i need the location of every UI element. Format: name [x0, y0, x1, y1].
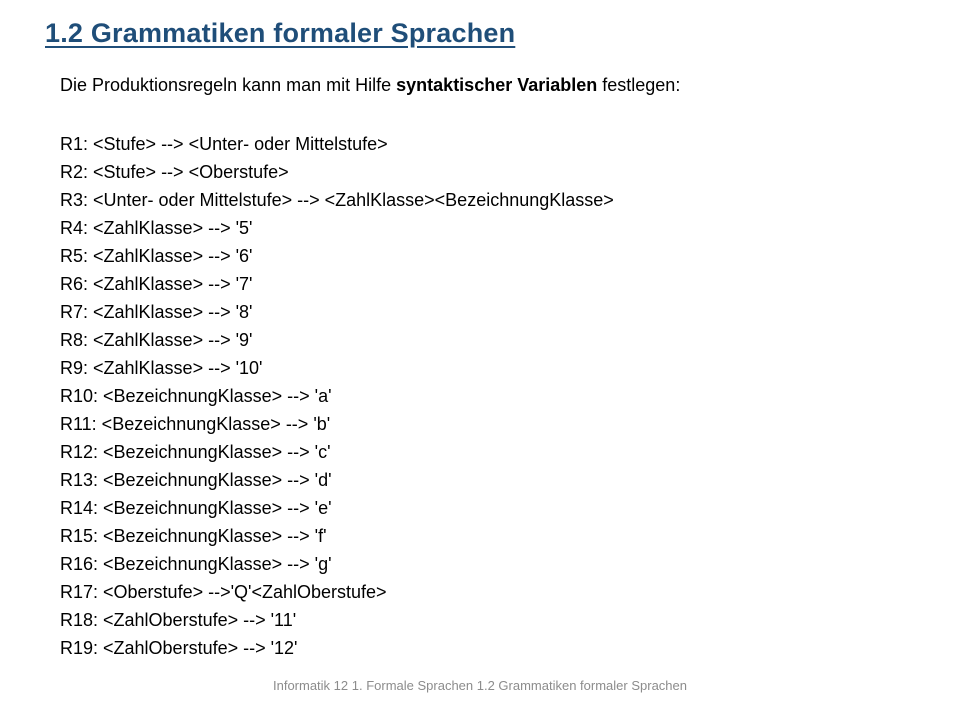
- production-rule-r3: R3: <Unter- oder Mittelstufe> --> <ZahlKlasse><BezeichnungKlasse>: [60, 190, 614, 210]
- production-rule-r10: R10: <BezeichnungKlasse> --> 'a': [60, 386, 332, 406]
- production-rule-r7: R7: <ZahlKlasse> --> '8': [60, 302, 253, 322]
- intro-text-after: festlegen:: [597, 75, 681, 95]
- production-rule-r19: R19: <ZahlOberstufe> --> '12': [60, 638, 298, 658]
- production-rule-r15: R15: <BezeichnungKlasse> --> 'f': [60, 526, 327, 546]
- production-rule-r9: R9: <ZahlKlasse> --> '10': [60, 358, 263, 378]
- production-rules-list: [60, 130, 614, 662]
- production-rule-r17: R17: <Oberstufe> -->'Q'<ZahlOberstufe>: [60, 582, 387, 602]
- slide-title: 1.2 Grammatiken formaler Sprachen: [45, 18, 516, 48]
- production-rule-r2: R2: <Stufe> --> <Oberstufe>: [60, 162, 289, 182]
- production-rule-r6: R6: <ZahlKlasse> --> '7': [60, 274, 253, 294]
- production-rule-r8: R8: <ZahlKlasse> --> '9': [60, 330, 253, 350]
- intro-text-before: Die Produktionsregeln kann man mit Hilfe: [60, 75, 397, 95]
- intro-text: [60, 74, 680, 96]
- production-rule-r1: R1: <Stufe> --> <Unter- oder Mittelstufe>: [60, 134, 388, 154]
- production-rule-r18: R18: <ZahlOberstufe> --> '11': [60, 610, 297, 630]
- production-rule-r12: R12: <BezeichnungKlasse> --> 'c': [60, 442, 331, 462]
- production-rule-r4: R4: <ZahlKlasse> --> '5': [60, 218, 253, 238]
- slide-footer: Informatik 12 1. Formale Sprachen 1.2 Grammatiken formaler Sprachen: [272, 678, 687, 693]
- production-rule-r13: R13: <BezeichnungKlasse> --> 'd': [60, 470, 332, 490]
- production-rule-r5: R5: <ZahlKlasse> --> '6': [60, 246, 253, 266]
- production-rule-r16: R16: <BezeichnungKlasse> --> 'g': [60, 554, 332, 574]
- production-rule-r14: R14: <BezeichnungKlasse> --> 'e': [60, 498, 332, 518]
- intro-text-emphasis: syntaktischer Variablen: [396, 75, 598, 95]
- production-rule-r11: R11: <BezeichnungKlasse> --> 'b': [60, 414, 331, 434]
